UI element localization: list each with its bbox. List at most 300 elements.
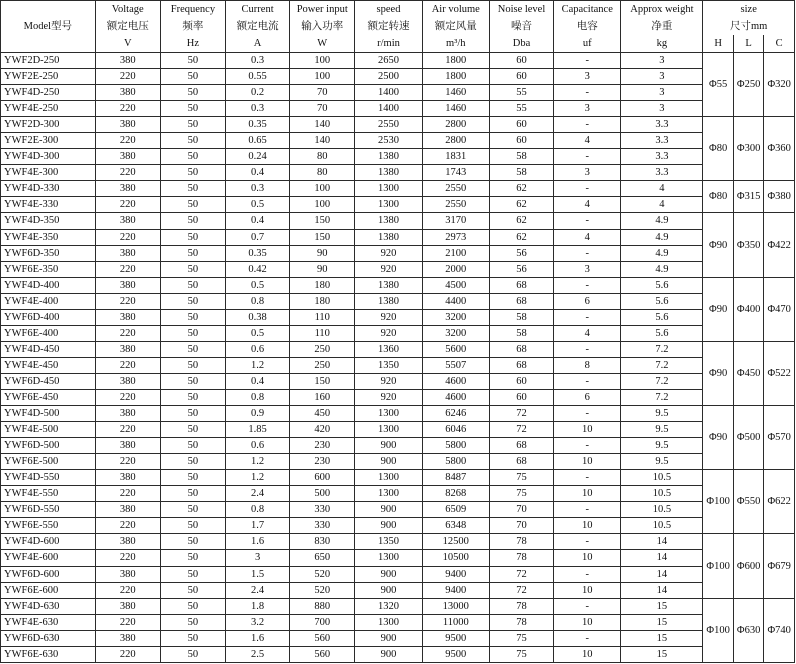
current-cell: 0.4 [226,165,290,181]
weight-cell: 3 [621,69,703,85]
voltage-cell: 220 [95,454,160,470]
power-cell: 600 [290,470,355,486]
power-cell: 230 [290,438,355,454]
capacitance-cell: - [554,213,621,229]
voltage-cell: 220 [95,422,160,438]
model-cell: YWF6E-350 [1,261,96,277]
power-cell: 100 [290,197,355,213]
table-row [1,438,795,454]
weight-cell: 10.5 [621,470,703,486]
capacitance-cell: - [554,406,621,422]
noise-cell: 75 [489,470,553,486]
capacitance-cell: - [554,85,621,101]
voltage-cell: 220 [95,229,160,245]
capacitance-cell: - [554,53,621,69]
current-cell: 0.8 [226,389,290,405]
speed-cell: 1380 [355,165,422,181]
voltage-cell: 220 [95,518,160,534]
power-cell: 230 [290,454,355,470]
current-cell: 1.85 [226,422,290,438]
speed-cell: 1360 [355,341,422,357]
capacitance-cell: - [554,373,621,389]
frequency-cell: 50 [160,598,225,614]
voltage-unit: V [95,35,160,53]
power-header-en: Power input [290,1,355,19]
weight-cell: 4.9 [621,229,703,245]
airflow-cell: 8487 [422,470,489,486]
capacitance-cell: - [554,566,621,582]
speed-header-en: speed [355,1,422,19]
airflow-cell: 1800 [422,69,489,85]
weight-cell: 9.5 [621,406,703,422]
power-cell: 110 [290,309,355,325]
capacitance-cell: - [554,181,621,197]
current-cell: 3 [226,550,290,566]
table-row [1,69,795,85]
size-l-cell: Φ250 [733,53,763,117]
power-cell: 700 [290,614,355,630]
power-cell: 80 [290,165,355,181]
size-c-cell: Φ470 [764,277,795,341]
table-row [1,245,795,261]
power-cell: 520 [290,582,355,598]
frequency-cell: 50 [160,181,225,197]
voltage-cell: 380 [95,534,160,550]
capacitance-cell: 4 [554,197,621,213]
power-cell: 110 [290,325,355,341]
capacitance-cell: - [554,438,621,454]
capacitance-cell: 6 [554,293,621,309]
speed-cell: 1380 [355,277,422,293]
size-l-cell: Φ300 [733,117,763,181]
speed-cell: 2500 [355,69,422,85]
noise-cell: 62 [489,181,553,197]
power-cell: 250 [290,357,355,373]
weight-header-cn: 净重 [621,18,703,35]
model-cell: YWF2E-300 [1,133,96,149]
airflow-cell: 9400 [422,566,489,582]
speed-header-cn: 额定转速 [355,18,422,35]
header-row-3 [1,35,795,53]
speed-cell: 2550 [355,117,422,133]
power-unit: W [290,35,355,53]
size-c-cell: Φ360 [764,117,795,181]
weight-cell: 4.9 [621,213,703,229]
model-cell: YWF6E-630 [1,646,96,662]
voltage-cell: 380 [95,598,160,614]
power-cell: 560 [290,646,355,662]
airflow-cell: 5800 [422,454,489,470]
frequency-cell: 50 [160,341,225,357]
power-cell: 70 [290,101,355,117]
power-cell: 150 [290,373,355,389]
table-row [1,406,795,422]
voltage-cell: 220 [95,486,160,502]
airflow-cell: 1460 [422,85,489,101]
noise-cell: 60 [489,133,553,149]
capacitance-cell: - [554,117,621,133]
current-cell: 0.42 [226,261,290,277]
weight-cell: 5.6 [621,325,703,341]
power-cell: 140 [290,133,355,149]
model-cell: YWF4E-250 [1,101,96,117]
power-cell: 880 [290,598,355,614]
weight-cell: 7.2 [621,357,703,373]
model-cell: YWF6E-400 [1,325,96,341]
size-h-cell: Φ90 [703,277,733,341]
frequency-cell: 50 [160,373,225,389]
speed-cell: 1300 [355,181,422,197]
table-row [1,598,795,614]
voltage-cell: 380 [95,566,160,582]
size-c-cell: Φ740 [764,598,795,662]
airflow-cell: 9500 [422,630,489,646]
header-row-1 [1,1,795,19]
header-row-2 [1,18,795,35]
frequency-unit: Hz [160,35,225,53]
table-row [1,117,795,133]
current-cell: 0.5 [226,325,290,341]
table-row [1,373,795,389]
table-row [1,181,795,197]
current-cell: 0.7 [226,229,290,245]
voltage-cell: 380 [95,309,160,325]
speed-cell: 1300 [355,486,422,502]
current-cell: 0.8 [226,293,290,309]
table-row [1,165,795,181]
table-row [1,582,795,598]
noise-cell: 68 [489,341,553,357]
frequency-cell: 50 [160,213,225,229]
frequency-cell: 50 [160,389,225,405]
voltage-cell: 220 [95,582,160,598]
speed-cell: 1300 [355,614,422,630]
power-cell: 250 [290,341,355,357]
frequency-cell: 50 [160,502,225,518]
weight-cell: 9.5 [621,454,703,470]
power-cell: 420 [290,422,355,438]
frequency-cell: 50 [160,53,225,69]
voltage-cell: 220 [95,197,160,213]
noise-cell: 60 [489,389,553,405]
voltage-cell: 220 [95,646,160,662]
noise-cell: 78 [489,550,553,566]
frequency-cell: 50 [160,309,225,325]
size-l-cell: Φ630 [733,598,763,662]
capacitance-cell: - [554,502,621,518]
frequency-cell: 50 [160,470,225,486]
size-l-cell: Φ550 [733,470,763,534]
size-h-cell: Φ55 [703,53,733,117]
model-cell: YWF4D-350 [1,213,96,229]
voltage-cell: 380 [95,245,160,261]
model-cell: YWF4E-330 [1,197,96,213]
current-cell: 0.9 [226,406,290,422]
power-cell: 160 [290,389,355,405]
noise-cell: 58 [489,309,553,325]
noise-cell: 56 [489,261,553,277]
current-cell: 3.2 [226,614,290,630]
airflow-cell: 5507 [422,357,489,373]
current-cell: 0.5 [226,277,290,293]
frequency-cell: 50 [160,245,225,261]
size-l-cell: Φ500 [733,406,763,470]
current-cell: 0.4 [226,373,290,389]
speed-cell: 900 [355,438,422,454]
capacitance-cell: 10 [554,646,621,662]
size-h-cell: Φ100 [703,470,733,534]
weight-cell: 15 [621,614,703,630]
model-cell: YWF4D-330 [1,181,96,197]
weight-cell: 10.5 [621,486,703,502]
frequency-cell: 50 [160,566,225,582]
table-row [1,53,795,69]
airflow-cell: 2550 [422,181,489,197]
weight-header-en: Approx weight [621,1,703,19]
model-cell: YWF6D-630 [1,630,96,646]
power-cell: 450 [290,406,355,422]
airflow-cell: 11000 [422,614,489,630]
voltage-cell: 220 [95,69,160,85]
frequency-cell: 50 [160,149,225,165]
model-cell: YWF6E-550 [1,518,96,534]
airflow-cell: 12500 [422,534,489,550]
speed-cell: 1400 [355,101,422,117]
power-cell: 830 [290,534,355,550]
capacitance-cell: 6 [554,389,621,405]
noise-cell: 68 [489,438,553,454]
airflow-cell: 2550 [422,197,489,213]
speed-cell: 1350 [355,534,422,550]
frequency-cell: 50 [160,486,225,502]
current-cell: 1.2 [226,357,290,373]
model-cell: YWF2D-250 [1,53,96,69]
frequency-cell: 50 [160,69,225,85]
frequency-cell: 50 [160,438,225,454]
airflow-cell: 5800 [422,438,489,454]
model-cell: YWF4E-630 [1,614,96,630]
current-cell: 0.3 [226,101,290,117]
power-cell: 180 [290,277,355,293]
current-cell: 0.3 [226,53,290,69]
weight-cell: 3 [621,101,703,117]
weight-cell: 15 [621,598,703,614]
size-c-cell: Φ422 [764,213,795,277]
noise-cell: 55 [489,101,553,117]
current-cell: 0.35 [226,245,290,261]
table-row [1,197,795,213]
airflow-cell: 6348 [422,518,489,534]
size-h-cell: Φ90 [703,213,733,277]
capacitance-cell: - [554,630,621,646]
noise-cell: 75 [489,630,553,646]
noise-cell: 55 [489,85,553,101]
noise-cell: 58 [489,149,553,165]
frequency-cell: 50 [160,534,225,550]
current-cell: 0.8 [226,502,290,518]
noise-cell: 78 [489,598,553,614]
table-row [1,389,795,405]
model-cell: YWF2D-300 [1,117,96,133]
voltage-cell: 220 [95,614,160,630]
airflow-cell: 3170 [422,213,489,229]
airflow-unit: m³/h [422,35,489,53]
airflow-cell: 9500 [422,646,489,662]
voltage-cell: 220 [95,133,160,149]
frequency-cell: 50 [160,101,225,117]
size-h-cell: Φ100 [703,534,733,598]
speed-cell: 1300 [355,422,422,438]
voltage-cell: 380 [95,406,160,422]
airflow-cell: 3200 [422,309,489,325]
frequency-cell: 50 [160,325,225,341]
power-cell: 330 [290,518,355,534]
weight-cell: 10.5 [621,502,703,518]
model-cell: YWF4E-500 [1,422,96,438]
weight-cell: 3 [621,85,703,101]
noise-cell: 72 [489,582,553,598]
speed-cell: 1380 [355,293,422,309]
speed-cell: 900 [355,518,422,534]
voltage-cell: 380 [95,213,160,229]
capacitance-cell: 4 [554,133,621,149]
current-cell: 1.2 [226,470,290,486]
capacitance-cell: - [554,341,621,357]
weight-cell: 10.5 [621,518,703,534]
table-row [1,518,795,534]
speed-cell: 1300 [355,406,422,422]
size-l-cell: Φ315 [733,181,763,213]
weight-unit: kg [621,35,703,53]
speed-cell: 1380 [355,149,422,165]
size-c-cell: Φ380 [764,181,795,213]
noise-cell: 78 [489,614,553,630]
current-cell: 0.2 [226,85,290,101]
airflow-cell: 2973 [422,229,489,245]
capacitance-cell: 4 [554,229,621,245]
current-cell: 1.6 [226,630,290,646]
capacitance-unit: uf [554,35,621,53]
voltage-cell: 380 [95,181,160,197]
table-row [1,309,795,325]
airflow-cell: 9400 [422,582,489,598]
model-cell: YWF4D-550 [1,470,96,486]
speed-cell: 900 [355,566,422,582]
airflow-cell: 1800 [422,53,489,69]
airflow-cell: 4600 [422,389,489,405]
voltage-cell: 380 [95,277,160,293]
capacitance-cell: 10 [554,550,621,566]
speed-cell: 1400 [355,85,422,101]
current-cell: 2.4 [226,582,290,598]
capacitance-cell: - [554,598,621,614]
table-row [1,646,795,662]
table-row [1,470,795,486]
table-row [1,357,795,373]
current-cell: 1.5 [226,566,290,582]
power-cell: 500 [290,486,355,502]
model-cell: YWF4E-450 [1,357,96,373]
airflow-cell: 13000 [422,598,489,614]
current-cell: 0.5 [226,197,290,213]
current-header-cn: 额定电流 [226,18,290,35]
noise-cell: 68 [489,277,553,293]
size-l-cell: Φ600 [733,534,763,598]
current-cell: 1.2 [226,454,290,470]
weight-cell: 4.9 [621,261,703,277]
frequency-cell: 50 [160,518,225,534]
frequency-cell: 50 [160,133,225,149]
capacitance-cell: 3 [554,261,621,277]
power-cell: 100 [290,181,355,197]
weight-cell: 3 [621,53,703,69]
table-row [1,325,795,341]
voltage-cell: 380 [95,630,160,646]
model-cell: YWF4D-400 [1,277,96,293]
speed-cell: 920 [355,309,422,325]
voltage-cell: 220 [95,325,160,341]
size-h-cell: Φ90 [703,406,733,470]
model-header: Model型号 [1,1,96,53]
airflow-cell: 2800 [422,133,489,149]
weight-cell: 9.5 [621,438,703,454]
noise-unit: Dba [489,35,553,53]
size-h-cell: Φ90 [703,341,733,405]
model-cell: YWF4D-300 [1,149,96,165]
power-header-cn: 输入功率 [290,18,355,35]
voltage-header-cn: 额定电压 [95,18,160,35]
model-cell: YWF4E-600 [1,550,96,566]
airflow-cell: 4600 [422,373,489,389]
weight-cell: 15 [621,646,703,662]
size-c-cell: Φ679 [764,534,795,598]
model-cell: YWF6D-400 [1,309,96,325]
size-header-en: size [703,1,795,19]
voltage-cell: 380 [95,149,160,165]
capacitance-cell: 10 [554,454,621,470]
table-row [1,630,795,646]
capacitance-cell: 3 [554,165,621,181]
table-row [1,149,795,165]
airflow-cell: 3200 [422,325,489,341]
airflow-cell: 4500 [422,277,489,293]
size-l-cell: Φ400 [733,277,763,341]
weight-cell: 3.3 [621,165,703,181]
weight-cell: 4 [621,181,703,197]
noise-header-cn: 噪音 [489,18,553,35]
voltage-cell: 220 [95,261,160,277]
size-c-cell: Φ522 [764,341,795,405]
model-cell: YWF6D-350 [1,245,96,261]
noise-cell: 58 [489,165,553,181]
noise-cell: 72 [489,422,553,438]
voltage-cell: 380 [95,438,160,454]
noise-cell: 75 [489,646,553,662]
model-cell: YWF6D-500 [1,438,96,454]
capacitance-cell: 10 [554,582,621,598]
table-row [1,85,795,101]
airflow-cell: 6509 [422,502,489,518]
speed-cell: 1300 [355,550,422,566]
frequency-cell: 50 [160,550,225,566]
speed-cell: 900 [355,582,422,598]
frequency-cell: 50 [160,630,225,646]
capacitance-cell: - [554,309,621,325]
speed-cell: 1300 [355,197,422,213]
airflow-cell: 4400 [422,293,489,309]
noise-cell: 72 [489,406,553,422]
frequency-cell: 50 [160,165,225,181]
